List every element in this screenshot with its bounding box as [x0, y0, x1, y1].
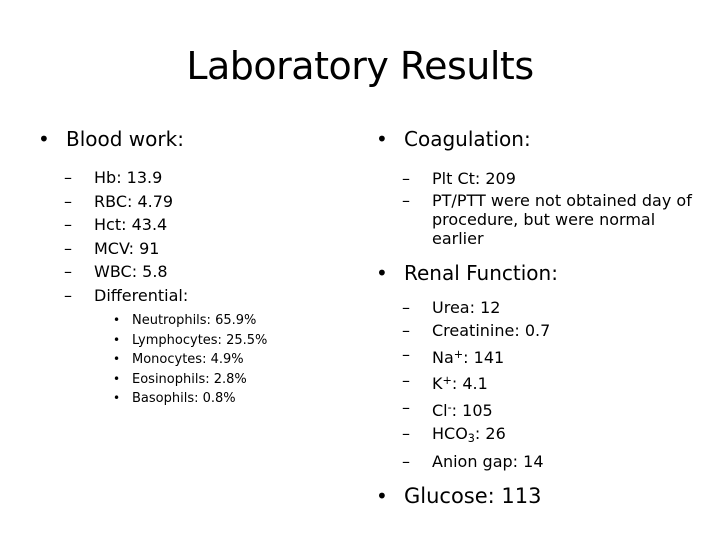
mcv-item: – MCV: 91 [34, 237, 354, 261]
potassium-charge: + [442, 374, 452, 388]
potassium-item [372, 369, 712, 396]
urea-item: – Urea: 12 [372, 296, 712, 320]
blood-work-heading: • Blood work: [34, 126, 354, 152]
sodium-item [372, 343, 712, 370]
sodium-label: Na [432, 347, 454, 367]
chloride-label: Cl [432, 400, 448, 420]
basophils-item: • Basophils: 0.8% [34, 389, 354, 409]
chloride-charge: - [447, 400, 452, 414]
potassium-value: : 4.1 [451, 374, 488, 394]
rbc-item: – RBC: 4.79 [34, 190, 354, 214]
left-column [34, 126, 354, 409]
wbc-item: – WBC: 5.8 [34, 260, 354, 284]
slide-title: Laboratory Results [186, 44, 534, 88]
right-column [372, 126, 712, 509]
bicarbonate-value: : 26 [474, 424, 506, 444]
coagulation-heading: • Coagulation: [372, 126, 712, 152]
renal-function-heading: • Renal Function: [372, 260, 712, 286]
bicarbonate-subscript: 3 [467, 431, 475, 445]
glucose-item: • Glucose: 113 [372, 483, 712, 509]
monocytes-item: • Monocytes: 4.9% [34, 350, 354, 370]
bicarbonate-label: HCO [432, 424, 468, 444]
potassium-label: K [432, 374, 443, 394]
neutrophils-item: • Neutrophils: 65.9% [34, 311, 354, 331]
differential-item: – Differential: [34, 284, 354, 308]
hct-item: – Hct: 43.4 [34, 213, 354, 237]
pt-ptt-item: – PT/PTT were not obtained day of procedure, but were normal earlier [372, 191, 712, 248]
creatinine-item: – Creatinine: 0.7 [372, 319, 712, 343]
eosinophils-item: • Eosinophils: 2.8% [34, 370, 354, 390]
chloride-value: : 105 [451, 400, 493, 420]
anion-gap-item: – Anion gap: 14 [372, 450, 712, 474]
sodium-value: : 141 [463, 347, 505, 367]
lymphocytes-item: • Lymphocytes: 25.5% [34, 331, 354, 351]
bicarbonate-item [372, 422, 712, 450]
plt-ct-item: – Plt Ct: 209 [372, 167, 712, 191]
hb-item: – Hb: 13.9 [34, 166, 354, 190]
chloride-item [372, 396, 712, 423]
sodium-charge: + [453, 347, 464, 361]
